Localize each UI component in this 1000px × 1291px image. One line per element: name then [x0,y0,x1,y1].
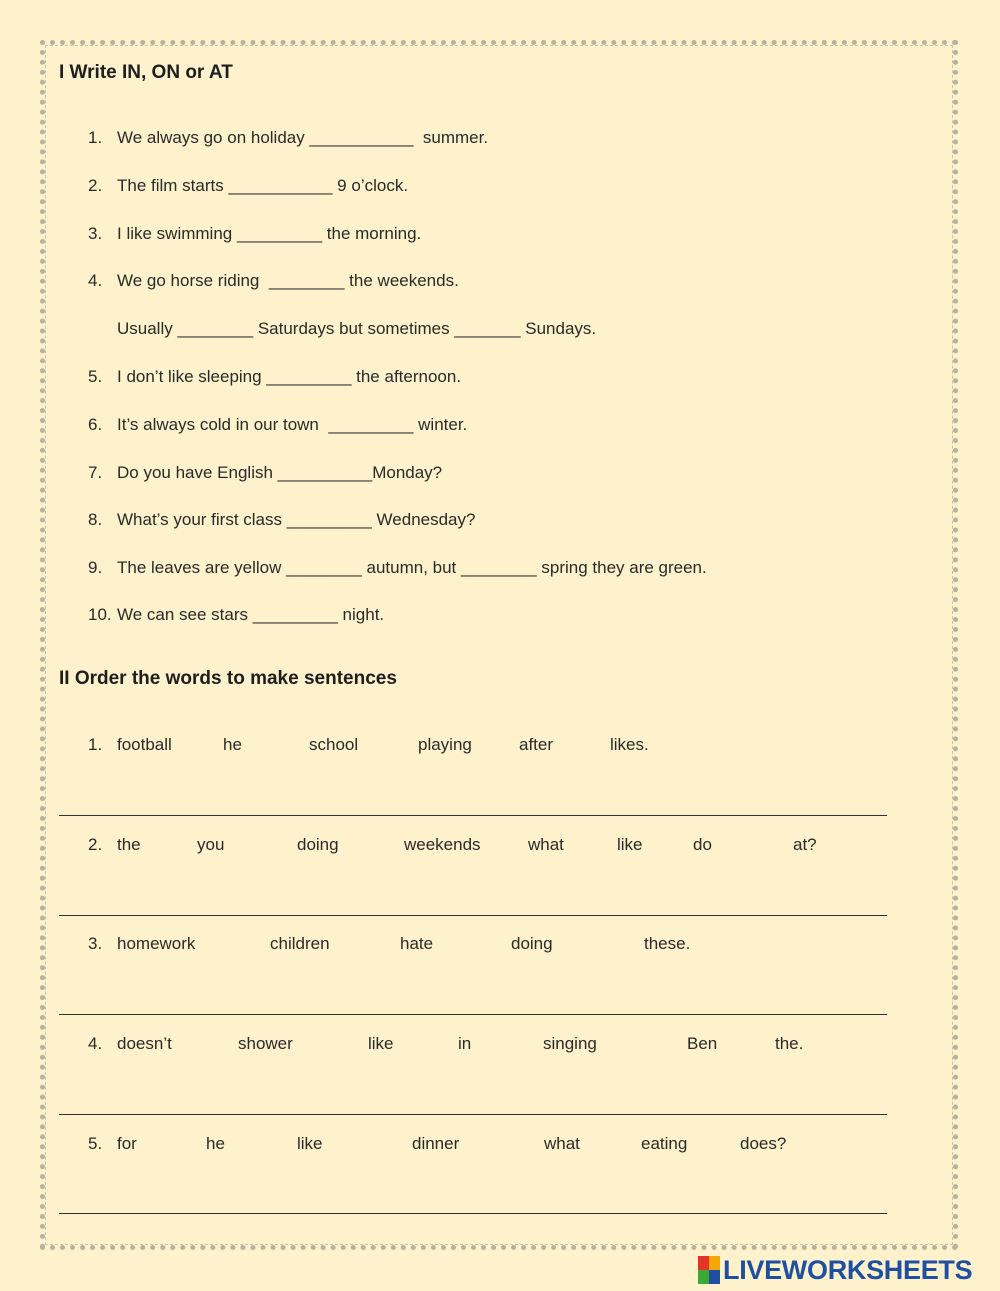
question-7 [88,415,467,435]
question-4 [88,271,459,291]
question-text: What’s your first class _________ Wednesday? [117,510,476,529]
scrambled-word: in [458,1034,472,1053]
item-number: 4. [88,1034,103,1053]
scrambled-word: football [117,735,172,754]
question-text: I like swimming _________ the morning. [117,224,422,243]
scrambled-word: homework [117,934,196,953]
scrambled-word: he [223,735,242,754]
scrambled-word: doing [511,934,553,953]
section-1-title: I Write IN, ON or AT [59,62,233,83]
question-text: We can see stars _________ night. [117,605,385,624]
section-2-title: II Order the words to make sentences [59,668,397,689]
question-number: 8. [88,510,103,529]
question-10 [88,558,707,578]
question-text: The film starts ___________ 9 o’clock. [117,176,409,195]
scrambled-word: school [309,735,359,754]
answer-line [59,815,887,816]
answer-line [59,915,887,916]
scrambled-word: eating [641,1134,688,1153]
scrambled-word: after [519,735,554,754]
item-number: 1. [88,735,103,754]
question-text: It’s always cold in our town _________ winter. [117,415,468,434]
question-5 [88,319,596,339]
scrambled-word: for [117,1134,137,1153]
question-number: 6. [88,415,103,434]
scrambled-word: the. [775,1034,804,1053]
question-text: Do you have English __________Monday? [117,463,443,482]
question-1 [88,128,488,148]
question-number: 3. [88,224,103,243]
logo-icon [698,1256,720,1284]
scrambled-word: what [528,835,564,854]
scrambled-word: doing [297,835,339,854]
question-number: 10. [88,605,112,624]
question-text: We always go on holiday ___________ summer. [117,128,489,147]
scrambled-word: what [544,1134,580,1153]
answer-line [59,1213,887,1214]
scrambled-word: weekends [404,835,481,854]
scrambled-word: he [206,1134,225,1153]
question-6 [88,367,461,387]
scrambled-word: dinner [412,1134,460,1153]
scrambled-word: like [297,1134,323,1153]
answer-line [59,1014,887,1015]
scrambled-word: children [270,934,330,953]
question-number: 2. [88,176,103,195]
scrambled-word: doesn’t [117,1034,172,1053]
question-9 [88,510,475,530]
question-text: Usually ________ Saturdays but sometimes _______ Sundays. [117,319,597,338]
scrambled-word: like [368,1034,394,1053]
question-11 [88,605,384,625]
scrambled-word: hate [400,934,434,953]
scrambled-word: likes. [610,735,649,754]
question-2 [88,176,408,196]
item-number: 2. [88,835,103,854]
item-number: 5. [88,1134,103,1153]
scrambled-word: the [117,835,141,854]
liveworksheets-logo [698,1253,972,1287]
question-number: 5. [88,367,103,386]
item-number: 3. [88,934,103,953]
question-3 [88,224,421,244]
scrambled-word: shower [238,1034,293,1053]
scrambled-word: does? [740,1134,787,1153]
answer-line [59,1114,887,1115]
question-text: I don’t like sleeping _________ the afternoon. [117,367,462,386]
question-text: The leaves are yellow ________ autumn, but ________ spring they are green. [117,558,707,577]
scrambled-word: do [693,835,712,854]
scrambled-word: playing [418,735,472,754]
question-number: 7. [88,463,103,482]
question-number: 1. [88,128,103,147]
question-text: We go horse riding ________ the weekends. [117,271,459,290]
logo-text: LIVEWORKSHEETS [723,1254,973,1285]
scrambled-word: Ben [687,1034,718,1053]
question-8 [88,463,442,483]
question-number: 4. [88,271,103,290]
scrambled-word: you [197,835,225,854]
scrambled-word: singing [543,1034,597,1053]
question-number: 9. [88,558,103,577]
scrambled-word: at? [793,835,817,854]
scrambled-word: these. [644,934,691,953]
scrambled-word: like [617,835,643,854]
